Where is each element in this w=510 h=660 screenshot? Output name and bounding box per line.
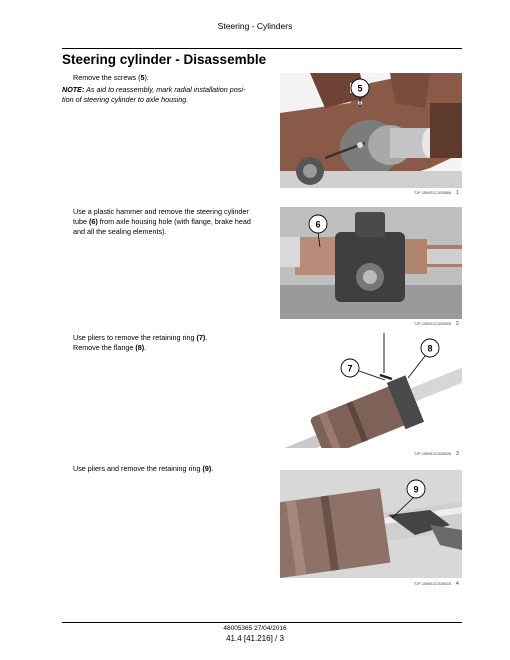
figure-2-callout: 6 xyxy=(315,219,321,230)
page-header: Steering - Cylinders xyxy=(217,21,293,31)
step-2-line-2b: from axle housing hole (with flange, brake head xyxy=(97,217,251,226)
step-1-ref: 5 xyxy=(140,73,145,82)
note-line-1: As aid to reassembly, mark radial installation posi- xyxy=(86,85,246,94)
section-title: Steering cylinder - Disassemble xyxy=(62,52,267,67)
figure-4-number: 4 xyxy=(456,581,459,587)
figure-4-callout: 9 xyxy=(413,484,419,495)
step-2-ref: (6) xyxy=(89,217,98,226)
figure-3-callout-a: 7 xyxy=(347,363,353,374)
step-3-line-2a: Remove the flange xyxy=(73,343,136,352)
figure-1-callout: 5 xyxy=(357,83,363,94)
header-rule xyxy=(62,48,462,49)
step-3-instruction xyxy=(73,333,207,353)
step-1-text-a: Remove the screws ( xyxy=(73,73,141,82)
step-4-instruction xyxy=(73,464,213,474)
figure-4-drawing xyxy=(280,470,462,578)
step-2-line-2a: tube xyxy=(73,217,89,226)
note-line-2: tion of steering cylinder to axle housing. xyxy=(62,95,189,104)
step-1-instruction xyxy=(73,73,149,83)
step-3-line-1a: Use pliers to remove the retaining ring xyxy=(73,333,197,342)
footer-doc-id: 48005365 27/04/2016 xyxy=(223,625,287,632)
step-4-line-1b: . xyxy=(211,464,214,473)
figure-1-drawing xyxy=(280,73,462,188)
figure-3-number: 3 xyxy=(456,451,459,457)
figure-1-caption: TJP-15WGCC02058B xyxy=(414,191,451,195)
step-1-note xyxy=(62,85,245,105)
step-3-ref-a: (7) xyxy=(196,333,206,342)
footer-page-number: 41.4 [41.216] / 3 xyxy=(226,634,284,643)
step-2-line-3: and all the sealing elements). xyxy=(73,227,167,236)
step-2-instruction xyxy=(73,207,251,237)
step-1-text-b: ). xyxy=(144,73,149,82)
figure-3-caption: TJP-15WGCC02060B xyxy=(414,452,451,456)
footer-rule xyxy=(62,622,462,623)
step-4-ref: (9) xyxy=(202,464,212,473)
note-label: NOTE: xyxy=(62,85,85,94)
figure-2-photo xyxy=(280,207,462,319)
figure-3-photo xyxy=(280,333,462,448)
figure-4-photo xyxy=(280,470,462,578)
step-3-ref-b: (8) xyxy=(135,343,145,352)
figure-3-callout-b: 8 xyxy=(427,343,433,354)
step-4-line-1a: Use pliers and remove the retaining ring xyxy=(73,464,203,473)
figure-2-number: 2 xyxy=(456,321,459,327)
step-3-line-2b: . xyxy=(144,343,147,352)
step-3-line-1b: . xyxy=(205,333,208,342)
step-2-line-1: Use a plastic hammer and remove the steering cylinder xyxy=(73,207,249,216)
figure-3-drawing xyxy=(280,333,462,448)
figure-2-drawing xyxy=(280,207,462,319)
figure-4-caption: TJP-15WGCC02061B xyxy=(414,582,451,586)
figure-1-photo xyxy=(280,73,462,188)
figure-2-caption: TJP-15WGCC02059B xyxy=(414,322,451,326)
figure-1-number: 1 xyxy=(456,190,459,196)
